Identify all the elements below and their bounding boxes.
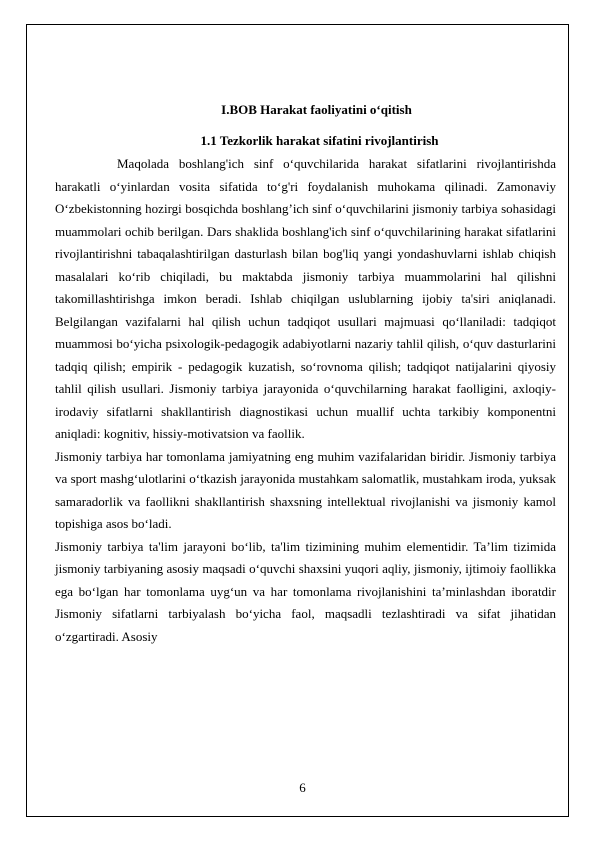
document-body: [55, 100, 556, 648]
paragraph-3: Jismoniy tarbiya ta'lim jarayoni bo‘lib, ta'lim tizimining muhim elementidir. Ta’lim tizimida jismoniy tarbiyaning asosiy maqsadi o‘quvchi shaxsini yuqori aqliy, jismoniy, ijtimoiy faollikka ega bo‘lgan har tomonlama uyg‘un va har tomonlama rivojlanishini ta’minlashdan iboratdir Jismoniy sifatlarni tarbiyalash bo‘yicha faol, maqsadli tezlashtiradi va sifat jihatidan o‘zgartiradi. Asosiy: [55, 538, 556, 644]
page-number: 6: [299, 780, 306, 795]
chapter-title: I.BOB Harakat faoliyatini o‘qitish: [221, 102, 412, 117]
paragraph-2: Jismoniy tarbiya har tomonlama jamiyatning eng muhim vazifalaridan biridir. Jismoniy tarbiya va sport mashg‘ulotlarini o‘tkazish jarayonida mustahkam salomatlik, mustahkam iroda, yuksak samaradorlik va faollikni shakllantirish shaxsning intellektual rivojlanishi va jismoniy kamol topishiga asos bo‘ladi.: [55, 448, 556, 531]
section-title: 1.1 Tezkorlik harakat sifatini rivojlantirish: [200, 133, 439, 148]
paragraph-1: Maqolada boshlang'ich sinf o‘quvchilarida harakat sifatlarini rivojlantirishda harakatli o‘yinlardan vosita sifatida to‘g'ri foydalanish muhokama qilinadi. Zamonaviy O‘zbekistonning hozirgi bosqichda boshlang’ich sinf o‘quvchilarini jismoniy tarbiya sohasidagi muammolari ochib berilgan. Dars shaklida boshlang'ich sinf o‘quvchilarining harakat sifatlarini rivojlantirishni tabaqalashtirilgan dasturlash bilan bog'liq yangi yondashuvlarni ishlab chiqish masalalari ko‘rib chiqiladi, bu maktabda jismoniy tarbiya muammolarini hal qilishni takomillashtirishga imkon beradi. Ishlab chiqilgan uslublarning ijobiy ta'siri aniqlanadi. Belgilangan vazifalarni hal qilish uchun tadqiqot usullari majmuasi qo‘llaniladi: tadqiqot muammosi bo‘yicha psixologik-pedagogik adabiyotlarni nazariy tahlil qilish, o‘quv dasturlarini tadqiq qilish; empirik - pedagogik kuzatish, so‘rovnoma qilish; tadqiqot natijalarini qiyosiy tahlil qilish usullari. Jismoniy tarbiya jarayonida o‘quvchilarning harakat faolligini, axloqiy-irodaviy sifatlarni shakllantirish diagnostikasi uchun muallif uchta tarkibiy komponentni aniqladi: kognitiv, hissiy-motivatsion va faollik.: [55, 156, 556, 441]
